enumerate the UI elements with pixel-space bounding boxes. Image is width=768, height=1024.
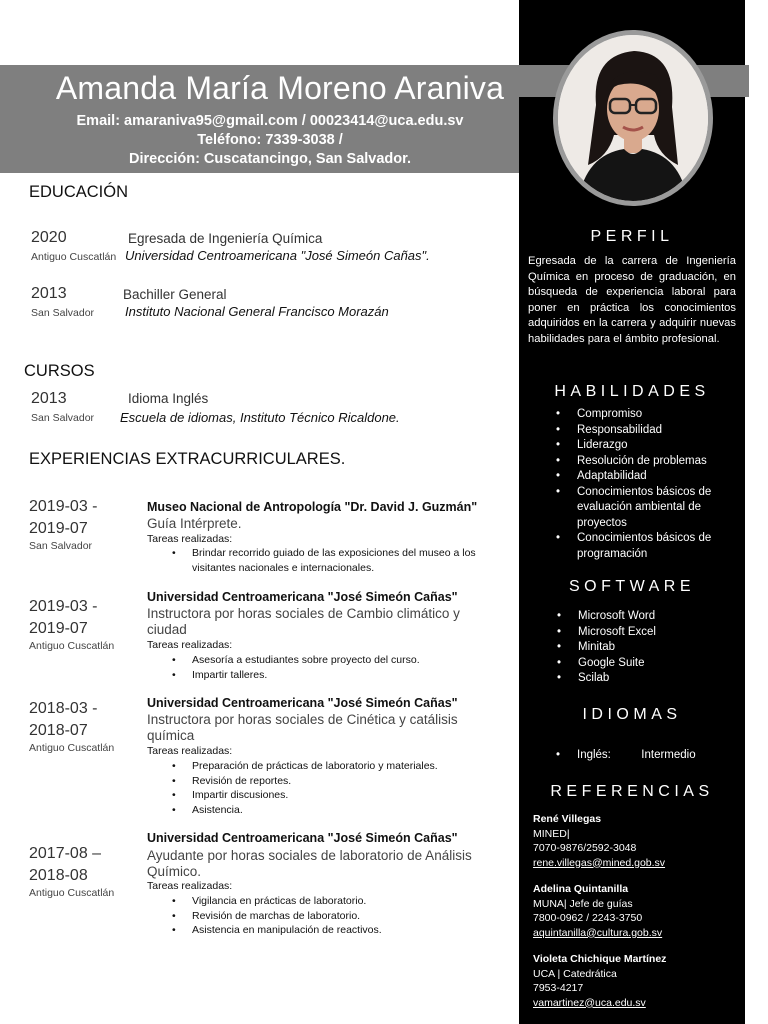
software-list — [578, 609, 728, 687]
experience-task-list — [192, 894, 512, 938]
experience-place: Antiguo Cuscatlán — [29, 887, 115, 899]
experience-tasks-label: Tareas realizadas: — [147, 533, 233, 545]
candidate-name: Amanda María Moreno Araniva — [55, 70, 505, 106]
list-item: • Google Suite — [578, 656, 728, 672]
course-name: Idioma Inglés — [128, 391, 209, 406]
list-item — [577, 748, 737, 764]
education-title: EDUCACIÓN — [29, 183, 129, 201]
list-item: • Impartir talleres. — [192, 668, 512, 683]
experience-org: Universidad Centroamericana "José Simeón Cañas" — [147, 696, 458, 710]
experience-tasks-label: Tareas realizadas: — [147, 745, 233, 757]
reference-phone: 7800-0962 / 2243-3750 — [533, 912, 643, 924]
profile-photo-illustration — [558, 35, 708, 201]
experience-task-list — [192, 546, 502, 575]
list-item: • Impartir discusiones. — [192, 788, 512, 803]
list-item: • Asesoría a estudiantes sobre proyecto del curso. — [192, 653, 512, 668]
education-degree: Egresada de Ingeniería Química — [128, 231, 323, 246]
experience-org: Universidad Centroamericana "José Simeón Cañas" — [147, 590, 458, 604]
language-level: Intermedio — [641, 749, 696, 761]
skills-list — [577, 407, 727, 562]
course-place: San Salvador — [31, 412, 95, 424]
experience-place: Antiguo Cuscatlán — [29, 640, 115, 652]
list-item: • Minitab — [578, 640, 728, 656]
list-item: • Responsabilidad — [577, 423, 727, 439]
experience-place: Antiguo Cuscatlán — [29, 742, 115, 754]
software-title: SOFTWARE — [568, 578, 696, 595]
reference-email-link[interactable]: aquintanilla@cultura.gob.sv — [533, 926, 663, 939]
experience-role: Instructora por horas sociales de Cinética y catálisis química — [147, 712, 458, 743]
reference-card — [533, 812, 665, 870]
list-item: • Microsoft Word — [578, 609, 728, 625]
contact-email: Email: amaraniva95@gmail.com / 00023414@uca.edu.sv — [76, 113, 464, 129]
list-item: • Asistencia. — [192, 803, 512, 818]
reference-card — [533, 882, 662, 940]
reference-name: Adelina Quintanilla — [533, 883, 629, 895]
experience-date-end: 2018-08 — [29, 867, 88, 884]
reference-card — [533, 952, 666, 1010]
reference-email-link[interactable]: vamartinez@uca.edu.sv — [533, 996, 646, 1009]
list-item: • Vigilancia en prácticas de laboratorio. — [192, 894, 512, 909]
reference-phone: 7070-9876/2592-3048 — [533, 842, 637, 854]
list-item: • Adaptabilidad — [577, 469, 727, 485]
list-item: • Conocimientos básicos de evaluación ambiental de proyectos — [577, 485, 727, 532]
contact-phone: Teléfono: 7339-3038 / — [197, 132, 343, 148]
list-item: • Liderazgo — [577, 438, 727, 454]
education-institution: Instituto Nacional General Francisco Morazán — [125, 304, 389, 319]
skills-title: HABILIDADES — [554, 383, 710, 400]
reference-name: René Villegas — [533, 813, 602, 825]
list-item: • Scilab — [578, 671, 728, 687]
experience-org: Universidad Centroamericana "José Simeón Cañas" — [147, 831, 458, 845]
list-item: • Revisión de marchas de laboratorio. — [192, 909, 512, 924]
education-year: 2020 — [31, 229, 67, 246]
experience-role: Instructora por horas sociales de Cambio climático y ciudad — [147, 606, 460, 637]
education-year: 2013 — [31, 285, 67, 302]
experience-role: Guía Intérprete. — [147, 516, 242, 531]
experience-date-end: 2019-07 — [29, 620, 88, 637]
education-place: Antiguo Cuscatlán — [31, 251, 117, 263]
experience-date-start: 2019-03 - — [29, 498, 98, 515]
list-item: • Revisión de reportes. — [192, 774, 512, 789]
experience-task-list — [192, 653, 512, 682]
experience-role: Ayudante por horas sociales de laboratorio de Análisis Químico. — [147, 848, 472, 879]
reference-org: MUNA| Jefe de guías — [533, 897, 633, 910]
reference-org: MINED| — [533, 827, 570, 840]
experience-date-end: 2019-07 — [29, 520, 88, 537]
list-item: • Preparación de prácticas de laboratorio y materiales. — [192, 759, 512, 774]
list-item: • Brindar recorrido guiado de las exposiciones del museo a los visitantes nacionales e internacionales. — [192, 546, 502, 575]
profile-photo — [553, 30, 713, 206]
languages-list — [577, 748, 737, 764]
list-item: • Compromiso — [577, 407, 727, 423]
reference-org: UCA | Catedrática — [533, 967, 617, 980]
experience-date-end: 2018-07 — [29, 722, 88, 739]
experience-title: EXPERIENCIAS EXTRACURRICULARES. — [29, 450, 346, 468]
experience-tasks-label: Tareas realizadas: — [147, 880, 233, 892]
languages-title: IDIOMAS — [582, 706, 682, 723]
experience-date-start: 2019-03 - — [29, 598, 98, 615]
list-item: • Resolución de problemas — [577, 454, 727, 470]
language-name: Inglés: — [577, 749, 611, 761]
experience-org: Museo Nacional de Antropología "Dr. David J. Guzmán" — [147, 500, 478, 514]
contact-address: Dirección: Cuscatancingo, San Salvador. — [128, 151, 412, 167]
education-institution: Universidad Centroamericana "José Simeón Cañas". — [125, 248, 430, 263]
references-title: REFERENCIAS — [550, 783, 714, 800]
reference-name: Violeta Chichique Martínez — [533, 953, 667, 965]
course-year: 2013 — [31, 390, 67, 407]
experience-date-start: 2018-03 - — [29, 700, 98, 717]
experience-tasks-label: Tareas realizadas: — [147, 639, 233, 651]
profile-text: Egresada de la carrera de Ingeniería Química en proceso de graduación, en búsqueda de experiencia laboral para poner en práctica los conocimientos adquiridos en la carrera y adquirir nuevas habilidades para el ámbito profesional. — [528, 255, 736, 345]
reference-email-link[interactable]: rene.villegas@mined.gob.sv — [533, 856, 666, 869]
courses-title: CURSOS — [24, 362, 95, 380]
experience-task-list — [192, 759, 512, 817]
experience-date-start: 2017-08 – — [29, 845, 102, 862]
list-item: • Conocimientos básicos de programación — [577, 531, 727, 562]
experience-place: San Salvador — [29, 540, 93, 552]
list-item: • Microsoft Excel — [578, 625, 728, 641]
reference-phone: 7953-4217 — [533, 982, 584, 994]
course-institution: Escuela de idiomas, Instituto Técnico Ricaldone. — [120, 410, 400, 425]
education-place: San Salvador — [31, 307, 95, 319]
education-degree: Bachiller General — [123, 287, 227, 302]
list-item: • Asistencia en manipulación de reactivos. — [192, 923, 512, 938]
profile-title: PERFIL — [590, 228, 674, 245]
